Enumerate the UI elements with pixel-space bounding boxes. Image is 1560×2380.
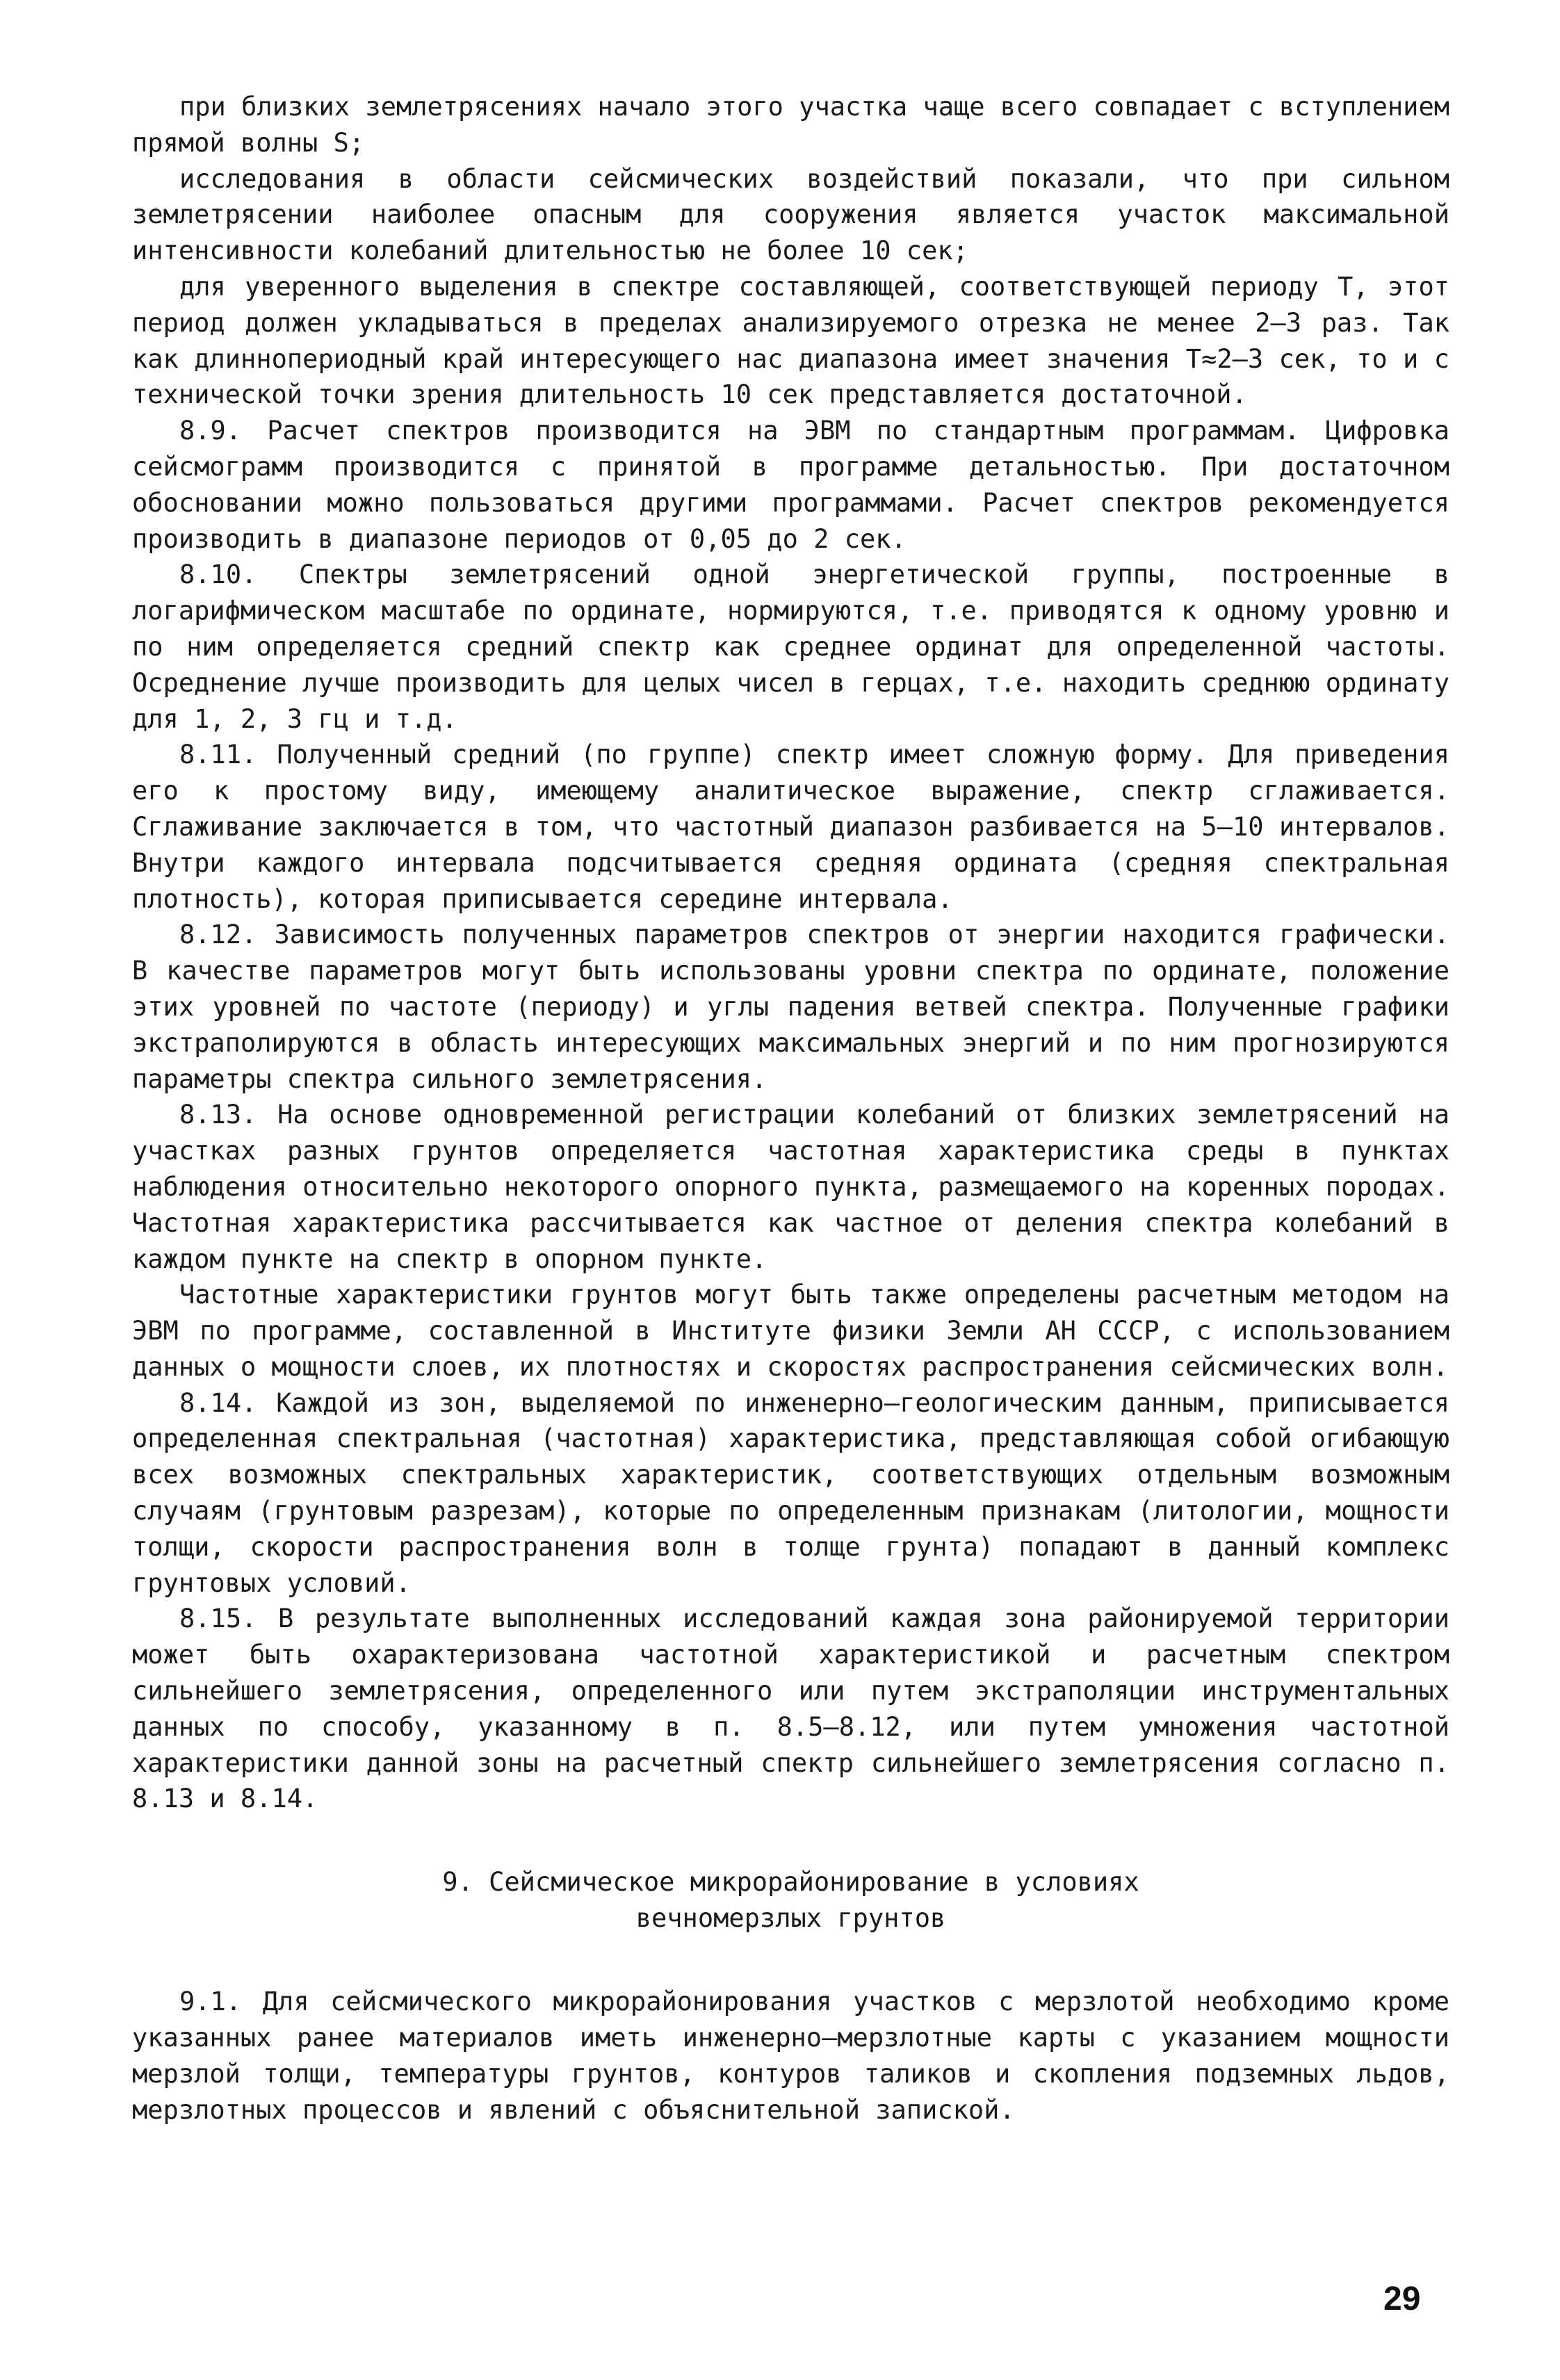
paragraph-s-wave: при близких землетрясениях начало этого участка чаще всего совпадает с вступлением прямой волны S; xyxy=(132,92,1449,158)
section-heading-line-1: 9. Сейсмическое микрорайонирование в условиях xyxy=(442,1867,1139,1898)
page-number: 29 xyxy=(1383,2281,1421,2317)
paragraph-8-9: 8.9. Расчет спектров производится на ЭВМ по стандартным программам. Цифровка сейсмограмм производится с принятой в программе детальностью. При достаточном обосновании можно пользоваться другими программами. Расчет спектров рекомендуется производить в диапазоне периодов от 0,05 до 2 сек. xyxy=(132,416,1449,554)
section-heading-line-2: вечномерзлых грунтов xyxy=(635,1903,946,1934)
spacer xyxy=(132,1817,1449,1864)
paragraph-8-12: 8.12. Зависимость полученных параметров спектров от энергии находится графически. В качестве параметров могут быть использованы уровни спектра по ординате, положение этих уровней по частоте (периоду) и углы падения ветвей спектра. Полученные графики экстраполируются в область интересующих максимальных энергий и по ним прогнозируются параметры спектра сильного землетрясения. xyxy=(132,920,1449,1094)
paragraph-8-15: 8.15. В результате выполненных исследований каждая зона районируемой территории может быть охарактеризована частотной характеристикой и расчетным спектром сильнейшего землетрясения, определенного или путем экстраполяции инструментальных данных по способу, указанному в п. 8.5–8.12, или путем умножения частотной характеристики данной зоны на расчетный спектр сильнейшего землетрясения согласно п. 8.13 и 8.14. xyxy=(132,1604,1449,1814)
body-text xyxy=(132,89,1449,2128)
paragraph-8-13: 8.13. На основе одновременной регистрации колебаний от близких землетрясений на участках разных грунтов определяется частотная характеристика среды в пунктах наблюдения относительно некоторого опорного пункта, размещаемого на коренных породах. Частотная характеристика рассчитывается как частное от деления спектра колебаний в каждом пункте на спектр в опорном пункте. xyxy=(132,1100,1449,1274)
paragraph-9-1: 9.1. Для сейсмического микрорайонирования участков с мерзлотой необходимо кроме указанных ранее материалов иметь инженерно–мерзлотные карты с указанием мощности мерзлой толщи, температуры грунтов, контуров таликов и скопления подземных льдов, мерзлотных процессов и явлений с объяснительной запиской. xyxy=(132,1987,1449,2125)
paragraph-research: исследования в области сейсмических воздействий показали, что при сильном землетрясении наиболее опасным для сооружения является участок максимальной интенсивности колебаний длительностью не более 10 сек; xyxy=(132,163,1449,266)
paragraph-8-14: 8.14. Каждой из зон, выделяемой по инженерно–геологическим данным, приписывается определенная спектральная (частотная) характеристика, представляющая собой огибающую всех возможных спектральных характеристик, соответствующих отдельным возможным случаям (грунтовым разрезам), которые по определенным признакам (литологии, мощности толщи, скорости распространения волн в толще грунта) попадают в данный комплекс грунтовых условий. xyxy=(132,1387,1449,1598)
spacer xyxy=(132,1937,1449,1984)
paragraph-frequency-characteristics: Частотные характеристики грунтов могут быть также определены расчетным методом на ЭВМ по программе, составленной в Институте физики Земли АН СССР, с использованием данных о мощности слоев, их плотностях и скоростях распространения сейсмических волн. xyxy=(132,1280,1449,1382)
paragraph-period: для уверенного выделения в спектре составляющей, соответствующей периоду Т, этот период должен укладываться в пределах анализируемого отрезка не менее 2–3 раз. Так как длиннопериодный край интересующего нас диапазона имеет значения Т≈2–3 сек, то и с технической точки зрения длительность 10 сек представляется достаточной. xyxy=(132,271,1449,410)
paragraph-8-11: 8.11. Полученный средний (по группе) спектр имеет сложную форму. Для приведения его к простому виду, имеющему аналитическое выражение, спектр сглаживается. Сглаживание заключается в том, что частотный диапазон разбивается на 5–10 интервалов. Внутри каждого интервала подсчитывается средняя ордината (средняя спектральная плотность), которая приписывается середине интервала. xyxy=(132,740,1449,914)
paragraph-8-10: 8.10. Спектры землетрясений одной энергетической группы, построенные в логарифмическом масштабе по ординате, нормируются, т.е. приводятся к одному уровню и по ним определяется средний спектр как среднее ординат для определенной частоты. Осреднение лучше производить для целых чисел в герцах, т.е. находить среднюю ординату для 1, 2, 3 гц и т.д. xyxy=(132,560,1449,734)
